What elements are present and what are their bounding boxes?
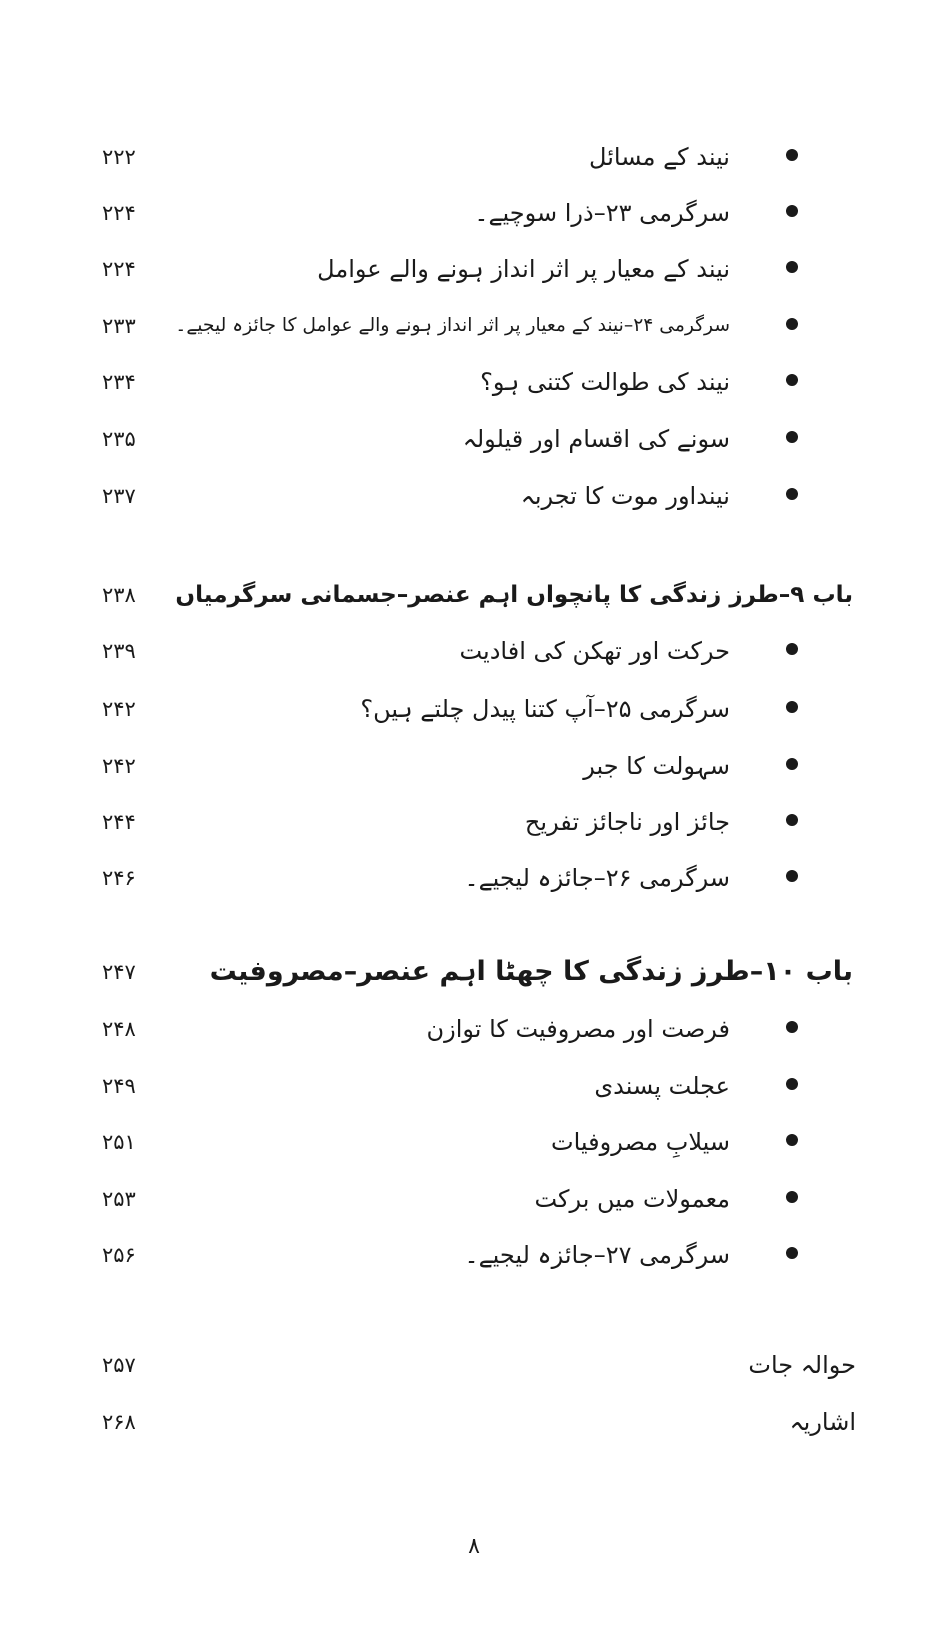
toc-entry — [0, 419, 948, 459]
page-number: ۲۵۶ — [102, 1243, 136, 1267]
page-number: ۲۴۶ — [102, 866, 136, 890]
bullet-icon — [786, 261, 798, 273]
entry-title: سونے کی اقسام اور قیلولہ — [462, 425, 730, 453]
toc-entry — [0, 249, 948, 289]
bullet-icon — [786, 1247, 798, 1259]
toc-entry — [0, 1122, 948, 1162]
bullet-icon — [786, 701, 798, 713]
bullet-icon — [786, 431, 798, 443]
toc-chapter-heading — [0, 952, 948, 992]
page-folio-number: ۸ — [468, 1534, 480, 1559]
entry-title: نیند کے معیار پر اثر انداز ہونے والے عوامل — [317, 255, 730, 283]
entry-title: نیند کے مسائل — [589, 143, 730, 171]
toc-entry — [0, 746, 948, 786]
bullet-icon — [786, 374, 798, 386]
page-number: ۲۳۹ — [102, 639, 136, 663]
bullet-icon — [786, 643, 798, 655]
page-number: ۲۵۳ — [102, 1187, 136, 1211]
entry-title: اشاریہ — [789, 1408, 856, 1436]
page-number: ۲۲۲ — [102, 145, 136, 169]
bullet-icon — [786, 1021, 798, 1033]
entry-title: سرگرمی ۲۵–آپ کتنا پیدل چلتے ہیں؟ — [360, 695, 730, 723]
bullet-icon — [786, 1078, 798, 1090]
entry-title: سرگرمی ۲۳–ذرا سوچیے۔ — [474, 199, 730, 227]
page-number: ۲۲۴ — [102, 257, 136, 281]
page-number: ۲۴۲ — [102, 754, 136, 778]
entry-title: فرصت اور مصروفیت کا توازن — [426, 1015, 730, 1043]
bullet-icon — [786, 758, 798, 770]
bullet-icon — [786, 205, 798, 217]
page-number: ۲۶۸ — [102, 1410, 136, 1434]
entry-title: سرگرمی ۲۷–جائزہ لیجیے۔ — [464, 1241, 730, 1269]
page-number: ۲۳۳ — [102, 314, 136, 338]
chapter-title: باب ۹–طرز زندگی کا پانچواں اہم عنصر–جسمانی سرگرمیاں — [175, 582, 853, 608]
bullet-icon — [786, 149, 798, 161]
bullet-icon — [786, 488, 798, 500]
toc-entry — [0, 137, 948, 177]
toc-entry — [0, 858, 948, 898]
toc-entry — [0, 476, 948, 516]
bullet-icon — [786, 1191, 798, 1203]
toc-entry — [0, 689, 948, 729]
toc-entry — [0, 193, 948, 233]
bullet-icon — [786, 814, 798, 826]
toc-entry — [0, 306, 948, 346]
entry-title: حوالہ جات — [748, 1351, 856, 1379]
page-number: ۲۳۴ — [102, 370, 136, 394]
bullet-icon — [786, 318, 798, 330]
page-number: ۲۳۸ — [102, 583, 136, 607]
toc-entry — [0, 1009, 948, 1049]
entry-title: عجلت پسندی — [594, 1072, 730, 1100]
page-number: ۲۴۷ — [102, 960, 136, 984]
bullet-icon — [786, 870, 798, 882]
toc-endmatter-entry — [0, 1345, 948, 1385]
page-number: ۲۴۸ — [102, 1017, 136, 1041]
entry-title: سرگرمی ۲۴–نیند کے معیار پر اثر انداز ہونے والے عوامل کا جائزہ لیجیے۔ — [175, 315, 730, 336]
entry-title: سیلابِ مصروفیات — [550, 1128, 730, 1156]
toc-entry — [0, 1235, 948, 1275]
entry-title: سہولت کا جبر — [583, 752, 730, 780]
page-number: ۲۴۲ — [102, 697, 136, 721]
page-number: ۲۴۴ — [102, 810, 136, 834]
entry-title: جائز اور ناجائز تفریح — [524, 808, 730, 836]
page-number: ۲۲۴ — [102, 201, 136, 225]
toc-entry — [0, 362, 948, 402]
page-number: ۲۳۷ — [102, 484, 136, 508]
toc-entry — [0, 631, 948, 671]
toc-chapter-heading — [0, 575, 948, 615]
page-number: ۲۴۹ — [102, 1074, 136, 1098]
page-number: ۲۵۱ — [102, 1130, 136, 1154]
entry-title: حرکت اور تھکن کی افادیت — [459, 637, 730, 665]
entry-title: نیند کی طوالت کتنی ہو؟ — [480, 368, 730, 396]
entry-title: معمولات میں برکت — [534, 1185, 730, 1213]
toc-endmatter-entry — [0, 1402, 948, 1442]
toc-entry — [0, 1066, 948, 1106]
toc-entry — [0, 802, 948, 842]
page-number: ۲۵۷ — [102, 1353, 136, 1377]
page-number: ۲۳۵ — [102, 427, 136, 451]
entry-title: نینداور موت کا تجربہ — [520, 482, 730, 510]
chapter-title: باب ۱۰–طرز زندگی کا چھٹا اہم عنصر–مصروفیت — [209, 956, 853, 987]
bullet-icon — [786, 1134, 798, 1146]
toc-entry — [0, 1179, 948, 1219]
entry-title: سرگرمی ۲۶–جائزہ لیجیے۔ — [464, 864, 730, 892]
